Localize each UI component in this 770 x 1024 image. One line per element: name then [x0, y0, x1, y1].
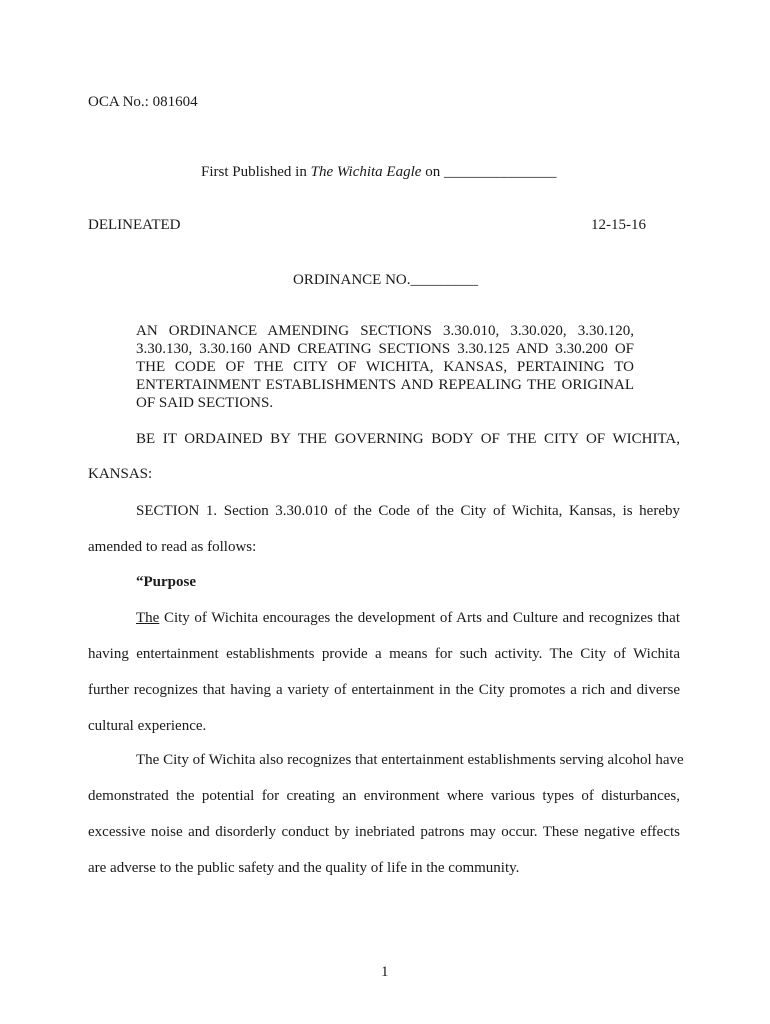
- publication-prefix: First Published in: [201, 164, 311, 180]
- underlined-word: The: [136, 610, 160, 626]
- purpose-heading: “Purpose: [136, 574, 196, 590]
- paragraph-line: further recognizes that having a variety of entertainment in the City promotes a rich and diverse: [88, 682, 680, 698]
- ordained-line: KANSAS:: [88, 466, 153, 482]
- section-line: SECTION 1. Section 3.30.010 of the Code of the City of Wichita, Kansas, is hereby: [136, 503, 680, 519]
- title-line: 3.30.130, 3.30.160 AND CREATING SECTIONS 3.30.125 AND 3.30.200 OF: [136, 341, 634, 357]
- paragraph-line: having entertainment establishments provide a means for such activity. The City of Wichita: [88, 646, 680, 662]
- publication-blank: on _______________: [421, 164, 557, 180]
- title-line: THE CODE OF THE CITY OF WICHITA, KANSAS, PERTAINING TO: [136, 359, 634, 375]
- title-line: ENTERTAINMENT ESTABLISHMENTS AND REPEALING THE ORIGINAL: [136, 377, 634, 393]
- title-line: AN ORDINANCE AMENDING SECTIONS 3.30.010, 3.30.020, 3.30.120,: [136, 323, 634, 339]
- ordinance-label: ORDINANCE NO.: [293, 272, 411, 288]
- paragraph-line: excessive noise and disorderly conduct by inebriated patrons may occur. These negative effects: [88, 824, 680, 840]
- paragraph-line: demonstrated the potential for creating an environment where various types of disturbances,: [88, 788, 680, 804]
- line-text: City of Wichita encourages the development of Arts and Culture and recognizes that: [159, 610, 680, 626]
- section-line: amended to read as follows:: [88, 539, 257, 555]
- title-line: OF SAID SECTIONS.: [136, 395, 274, 411]
- page-number: 1: [381, 964, 389, 980]
- ordinance-blank: _________: [410, 272, 478, 288]
- paragraph-line: cultural experience.: [88, 718, 207, 734]
- document-date: 12-15-16: [591, 217, 646, 233]
- delineated-label: DELINEATED: [88, 217, 181, 233]
- newspaper-name: The Wichita Eagle: [310, 164, 422, 180]
- paragraph-line: The City of Wichita also recognizes that entertainment establishments serving alcohol have: [136, 752, 684, 768]
- ordained-line: BE IT ORDAINED BY THE GOVERNING BODY OF THE CITY OF WICHITA,: [136, 431, 680, 447]
- publication-notice: [201, 163, 556, 181]
- paragraph-line: are adverse to the public safety and the quality of life in the community.: [88, 860, 520, 876]
- oca-number: OCA No.: 081604: [88, 94, 198, 110]
- ordinance-number: [293, 271, 478, 289]
- paragraph-line: [136, 609, 680, 627]
- ordinance-title: [136, 322, 634, 412]
